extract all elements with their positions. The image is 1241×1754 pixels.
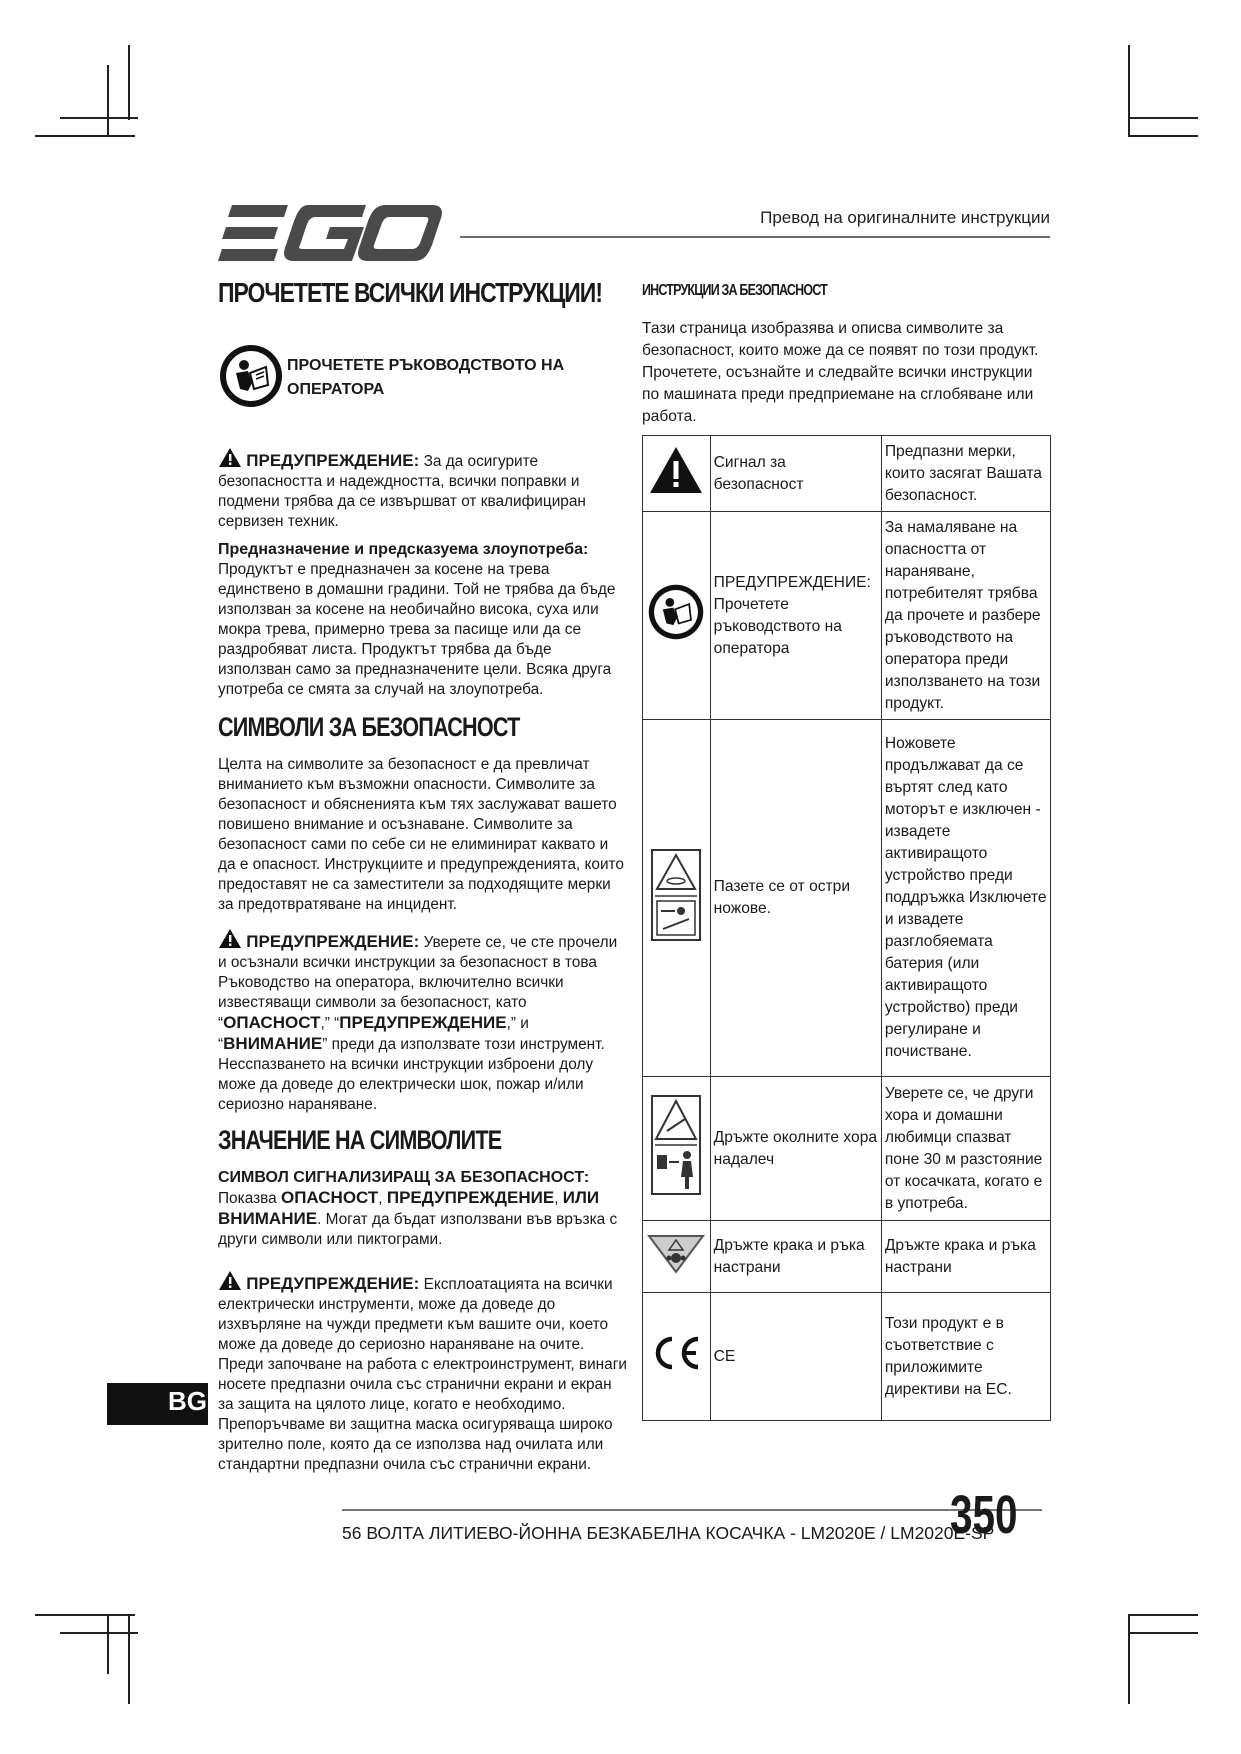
crop-mark xyxy=(128,45,130,120)
warning2-text-a: Уверете се, че сте прочели и осъзнали всички инструкции за безопасност в това Ръководство на оператора, включително всички известяващи символи за безопасност, като xyxy=(218,934,618,1011)
footer-rule xyxy=(342,1509,1042,1511)
crop-mark xyxy=(107,65,109,135)
table-row xyxy=(643,1293,1051,1421)
warning-block-2: ПРЕДУПРЕЖДЕНИЕ: Уверете се, че сте прочели и осъзнали всички инструкции за безопасност в това Ръководство на оператора, включително всички известяващи символи за безопасност, като “ОПАСНОСТ,” “ПРЕДУПРЕЖДЕНИЕ,” и “ВНИМАНИЕ” преди да използвате този инструмент. Несспазването на всички инструкции изброени долу може да доведе до електрически шок, пожар и/или сериозно нараняване. xyxy=(218,928,628,1115)
table-cell-name: CE xyxy=(710,1293,881,1421)
crop-mark xyxy=(1128,1614,1198,1616)
warning-block-1 xyxy=(218,447,628,532)
safety-instructions-title: ИНСТРУКЦИИ ЗА БЕЗОПАСНОСТ xyxy=(642,282,827,299)
footer-product-title: 56 ВОЛТА ЛИТИЕВО-ЙОННА БЕЗКАБЕЛНА КОСАЧКА - LM2020E / LM2020E-SP xyxy=(342,1523,995,1543)
alert-symbol-danger: ОПАСНОСТ xyxy=(280,1188,379,1207)
ego-logo xyxy=(218,203,443,265)
table-cell-icon xyxy=(643,436,711,512)
table-row xyxy=(643,1077,1051,1221)
meaning-title: ЗНАЧЕНИЕ НА СИМВОЛИТЕ xyxy=(218,1125,502,1155)
table-cell-desc: Този продукт е в съответствие с приложимите директиви на ЕС. xyxy=(881,1293,1050,1421)
safety-symbols-text: Целта на символите за безопасност е да превличат вниманието към възможни опасности. Символите за безопасност и обясненията към тях заслужават вашето повишено внимание и осъзнаване. Символите за безопасност сами по себе си не елиминират каквато и да е опасност. Инструкциите и предупрежденията, които предоставят не са заместители за подходящите мерки за предотвратяване на инцидент. xyxy=(218,756,624,913)
translation-note: Превод на оригиналните инструкции xyxy=(760,208,1050,227)
crop-mark xyxy=(107,1614,109,1674)
table-cell-desc: Предпазни мерки, които засягат Вашата безопасност. xyxy=(881,436,1050,512)
warning-triangle-icon xyxy=(218,447,242,468)
header-rule xyxy=(460,236,1050,238)
alert-symbol-heading: СИМВОЛ СИГНАЛИЗИРАЩ ЗА БЕЗОПАСНОСТ: xyxy=(218,1169,590,1186)
alert-symbol-or-caution: ИЛИ ВНИМАНИЕ xyxy=(218,1188,600,1228)
warning3-label: ПРЕДУПРЕЖДЕНИЕ: xyxy=(246,1274,420,1293)
table-cell-name: Сигнал за безопасност xyxy=(710,436,881,512)
table-cell-icon xyxy=(643,1077,711,1221)
intended-text: Продуктът е предназначен за косене на трева единствено в домашни градини. Той не трябва да бъде използван за косене на необичайно висока, суха или мокра трева, примерно трева за пасище или да се раздробяват листа. Продуктът трябва да бъде използван само за предназначените цели. Всяка друга употреба се смята за случай на злоупотреба. xyxy=(218,561,616,698)
warning1-label: ПРЕДУПРЕЖДЕНИЕ: xyxy=(246,451,420,470)
crop-mark xyxy=(1128,135,1198,137)
table-cell-icon xyxy=(643,1221,711,1293)
warning2-warning: ПРЕДУПРЕЖДЕНИЕ xyxy=(339,1013,507,1032)
crop-mark xyxy=(35,1614,135,1616)
warning1-text: За да осигурите безопасността и надеждността, всички поправки и подмени трябва да се извършват от квалифициран сервизен техник. xyxy=(218,453,586,530)
warning-triangle-icon xyxy=(648,445,704,495)
table-cell-icon xyxy=(643,720,711,1077)
table-row xyxy=(643,512,1051,720)
crop-mark xyxy=(60,117,138,119)
read-manual-icon xyxy=(647,583,705,641)
warning2-danger: ОПАСНОСТ xyxy=(223,1013,321,1032)
crop-mark xyxy=(60,1632,138,1634)
table-cell-name: Пазете се от остри ножове. xyxy=(710,720,881,1077)
intended-heading: Предназначение и предсказуема злоупотреба: xyxy=(218,541,589,558)
table-cell-desc: Ножовете продължават да се въртят след като моторът е изключен - извадете активиращото устройство преди поддръжка Изключете и извадете разглобяемата батерия (или активиращото устройство) преди регулиране и почистване. xyxy=(881,720,1050,1077)
table-cell-name: Дръжте крака и ръка настрани xyxy=(710,1221,881,1293)
read-manual-icon xyxy=(218,343,284,414)
warning2-text-b: преди да използвате този инструмент. Несспазването на всички инструкции изброени долу може да доведе до електрически шок, пожар и/или сериозно нараняване. xyxy=(218,1036,605,1113)
ce-mark-icon xyxy=(650,1333,702,1373)
alert-symbol-shows: Показва xyxy=(218,1190,277,1207)
table-row xyxy=(643,720,1051,1077)
warning2-label: ПРЕДУПРЕЖДЕНИЕ: xyxy=(246,932,420,951)
warning-block-3 xyxy=(218,1270,628,1475)
alert-symbol-warning: ПРЕДУПРЕЖДЕНИЕ xyxy=(386,1188,555,1207)
alert-symbol-block: СИМВОЛ СИГНАЛИЗИРАЩ ЗА БЕЗОПАСНОСТ: Показва ОПАСНОСТ, ПРЕДУПРЕЖДЕНИЕ, ИЛИ ВНИМАНИЕ. Могат да бъдат използвани във връзка с други символи или пиктограми. xyxy=(218,1168,628,1250)
crop-mark xyxy=(35,135,135,137)
warning-triangle-icon xyxy=(218,1270,242,1291)
safety-instructions-intro: Тази страница изобразява и описва символите за безопасност, които може да се появят по този продукт. Прочетете, осъзнайте и следвайте всички инструкции по машината преди предприемане на сглобяване или работа. xyxy=(642,320,1039,425)
table-cell-desc: Уверете се, че други хора и домашни любимци спазват поне 30 м разстояние от косачката, когато е в употреба. xyxy=(881,1077,1050,1221)
page-number: 350 xyxy=(950,1485,1018,1545)
read-manual-line1: ПРОЧЕТЕТЕ РЪКОВОДСТВОТО НА xyxy=(287,357,565,374)
table-cell-name: ПРЕДУПРЕЖДЕНИЕ: Прочетете ръководството на оператора xyxy=(710,512,881,720)
table-cell-icon xyxy=(643,512,711,720)
table-cell-name: Дръжте околните хора надалеч xyxy=(710,1077,881,1221)
keep-hands-feet-away-icon xyxy=(647,1232,705,1274)
alert-symbol-text: Могат да бъдат използвани във връзка с други символи или пиктограми. xyxy=(218,1211,618,1248)
intended-use-block xyxy=(218,540,628,700)
keep-bystanders-away-icon xyxy=(651,1095,701,1195)
crop-mark xyxy=(1128,1614,1130,1704)
table-row xyxy=(643,436,1051,512)
crop-mark xyxy=(128,1614,130,1704)
table-cell-icon xyxy=(643,1293,711,1421)
language-tab-label: BG xyxy=(168,1386,207,1416)
warning2-caution: ВНИМАНИЕ xyxy=(223,1034,323,1053)
table-cell-desc: Дръжте крака и ръка настрани xyxy=(881,1221,1050,1293)
symbols-table xyxy=(642,435,1051,1421)
crop-mark xyxy=(1128,45,1130,135)
warning3-text: Експлоатацията на всички електрически инструменти, може да доведе до изхвърляне на чужди предмети към вашите очи, което може да доведе до сериозно нараняване на очите. Преди започване на работа с електроинструмент, винаги носете предпазни очила със странични екрани и екран за защита на цялото лице, когато е необходимо. Препоръчваме ви защитна маска осигуряваща широко зрително поле, която да се използва над очилата или стандартни предпазни очила със странични екрани. xyxy=(218,1276,627,1473)
crop-mark xyxy=(1128,1632,1198,1634)
crop-mark xyxy=(1128,117,1198,119)
read-manual-line2: ОПЕРАТОРА xyxy=(287,381,385,398)
sharp-blades-icon xyxy=(651,849,701,941)
warning-triangle-icon xyxy=(218,928,242,949)
table-row xyxy=(643,1221,1051,1293)
read-all-title: ПРОЧЕТЕТЕ ВСИЧКИ ИНСТРУКЦИИ! xyxy=(218,277,602,308)
table-cell-desc: За намаляване на опасността от нараняване, потребителят трябва да прочете и разбере ръководството на оператора преди използването на този продукт. xyxy=(881,512,1050,720)
safety-symbols-title: СИМВОЛИ ЗА БЕЗОПАСНОСТ xyxy=(218,712,520,742)
